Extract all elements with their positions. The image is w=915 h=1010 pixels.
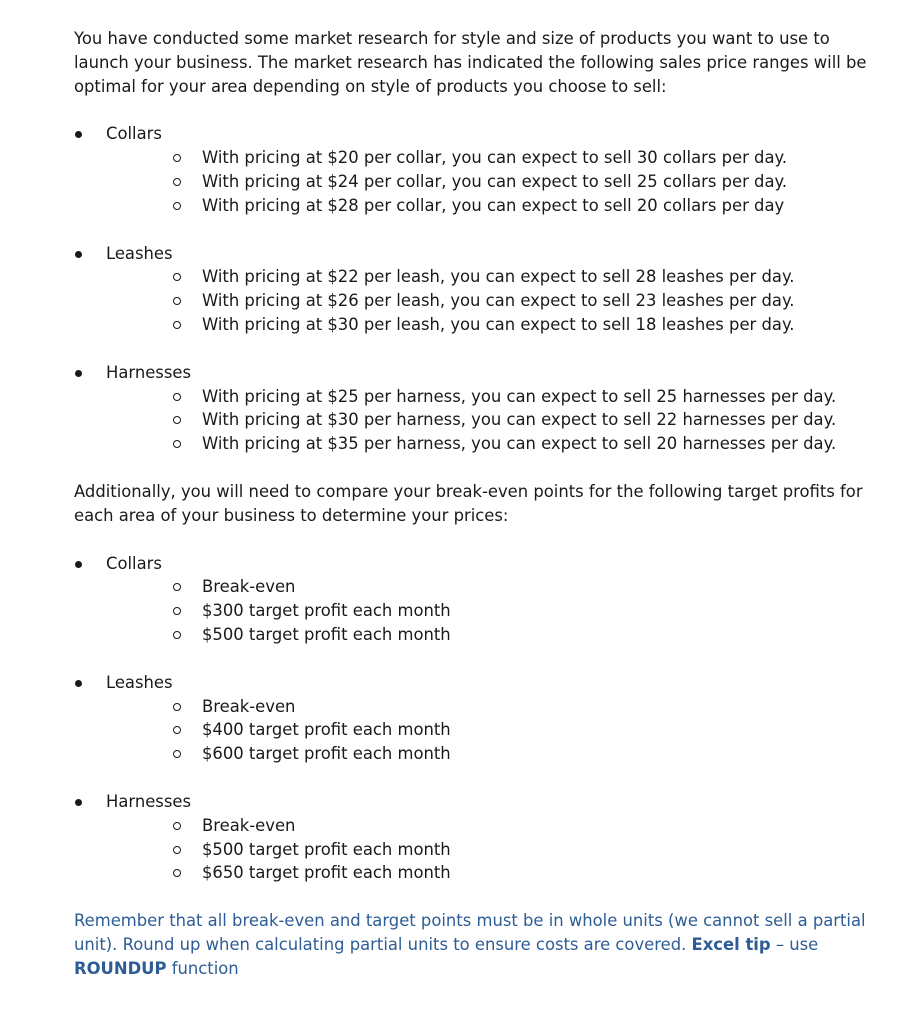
bullet-icon [75, 799, 82, 806]
list-item-text: With pricing at $25 per harness, you can expect to sell 25 harnesses per day. [202, 386, 837, 406]
circle-bullet-icon [173, 202, 181, 210]
list-item [170, 623, 874, 647]
bullet-icon [75, 561, 82, 568]
list-item-text: $650 target profit each month [202, 863, 451, 883]
target-category-collars [74, 552, 874, 647]
list-item-text: With pricing at $30 per harness, you can expect to sell 22 harnesses per day. [202, 410, 837, 430]
list-item [170, 599, 874, 623]
category-label: Leashes [106, 672, 173, 692]
pricing-category-harnesses [74, 361, 874, 456]
bullet-icon [75, 251, 82, 258]
note-text: Remember that all break-even and target points must be in whole units (we cannot sell a partial unit). Round up when calculating partial units to ensure costs are covered. [74, 911, 866, 954]
circle-bullet-icon [173, 846, 181, 854]
circle-bullet-icon [173, 154, 181, 162]
list-item [170, 575, 874, 599]
bullet-icon [75, 131, 82, 138]
list-item [170, 170, 874, 194]
list-item [170, 408, 874, 432]
pricing-category-collars [74, 122, 874, 217]
target-category-harnesses [74, 790, 874, 885]
list-item-text: With pricing at $28 per collar, you can expect to sell 20 collars per day [202, 195, 785, 215]
circle-bullet-icon [173, 631, 181, 639]
bullet-icon [75, 680, 82, 687]
list-item-text: With pricing at $35 per harness, you can expect to sell 20 harnesses per day. [202, 434, 837, 454]
list-item [170, 313, 874, 337]
circle-bullet-icon [173, 869, 181, 877]
circle-bullet-icon [173, 726, 181, 734]
list-item [170, 289, 874, 313]
list-item [170, 814, 874, 838]
circle-bullet-icon [173, 393, 181, 401]
list-item [170, 194, 874, 218]
list-item-text: With pricing at $22 per leash, you can expect to sell 28 leashes per day. [202, 267, 795, 287]
list-item [170, 146, 874, 170]
category-label: Harnesses [106, 362, 191, 382]
category-label: Harnesses [106, 791, 191, 811]
collars-target-sublist [106, 575, 874, 646]
harnesses-pricing-sublist [106, 385, 874, 456]
list-item-text: $300 target profit each month [202, 601, 451, 621]
target-category-leashes [74, 671, 874, 766]
list-item-text: $400 target profit each month [202, 720, 451, 740]
document-page [74, 27, 874, 981]
list-item-text: $500 target profit each month [202, 839, 451, 859]
additional-paragraph: Additionally, you will need to compare your break-even points for the following target profits for each area of your business to determine your prices: [74, 481, 863, 525]
category-label: Collars [106, 124, 162, 144]
list-item [170, 742, 874, 766]
list-item-text: $500 target profit each month [202, 624, 451, 644]
circle-bullet-icon [173, 297, 181, 305]
list-item-text: $600 target profit each month [202, 744, 451, 764]
function-suffix: function [166, 958, 239, 978]
circle-bullet-icon [173, 416, 181, 424]
list-item [170, 265, 874, 289]
bullet-icon [75, 370, 82, 377]
circle-bullet-icon [173, 321, 181, 329]
pricing-list [74, 122, 874, 456]
list-item [170, 718, 874, 742]
circle-bullet-icon [173, 178, 181, 186]
list-item-text: With pricing at $24 per collar, you can expect to sell 25 collars per day. [202, 171, 788, 191]
list-item [170, 695, 874, 719]
list-item [170, 432, 874, 456]
list-item-text: Break-even [202, 696, 296, 716]
circle-bullet-icon [173, 607, 181, 615]
list-item-text: With pricing at $30 per leash, you can expect to sell 18 leashes per day. [202, 314, 795, 334]
roundup-function-name: ROUNDUP [74, 958, 167, 978]
category-label: Leashes [106, 243, 173, 263]
list-item-text: Break-even [202, 815, 296, 835]
excel-tip-label: Excel tip [691, 934, 771, 954]
harnesses-target-sublist [106, 814, 874, 885]
pricing-category-leashes [74, 242, 874, 337]
tip-separator: – use [770, 934, 819, 954]
circle-bullet-icon [173, 273, 181, 281]
leashes-pricing-sublist [106, 265, 874, 336]
circle-bullet-icon [173, 583, 181, 591]
list-item-text: Break-even [202, 577, 296, 597]
roundup-note [74, 909, 874, 980]
list-item [170, 861, 874, 885]
list-item-text: With pricing at $26 per leash, you can expect to sell 23 leashes per day. [202, 291, 795, 311]
circle-bullet-icon [173, 440, 181, 448]
targets-list [74, 552, 874, 886]
collars-pricing-sublist [106, 146, 874, 217]
circle-bullet-icon [173, 703, 181, 711]
list-item [170, 385, 874, 409]
intro-paragraph: You have conducted some market research for style and size of products you want to use to launch your business. The market research has indicated the following sales price ranges will be optimal for your area depending on style of products you choose to sell: [74, 29, 867, 96]
circle-bullet-icon [173, 750, 181, 758]
circle-bullet-icon [173, 822, 181, 830]
category-label: Collars [106, 553, 162, 573]
leashes-target-sublist [106, 695, 874, 766]
list-item-text: With pricing at $20 per collar, you can expect to sell 30 collars per day. [202, 148, 788, 168]
list-item [170, 838, 874, 862]
